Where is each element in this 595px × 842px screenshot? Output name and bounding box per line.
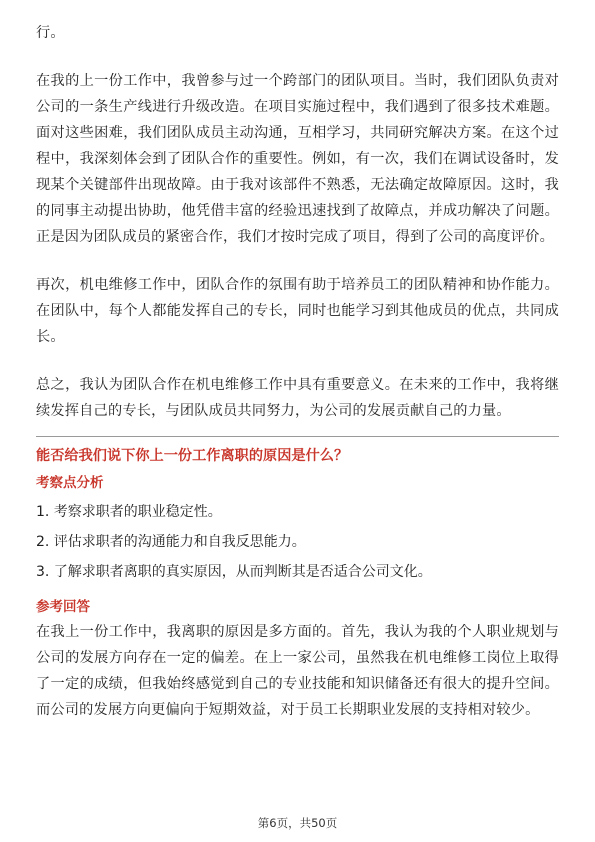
document-page [36,0,559,723]
paragraph-project-experience: 在我的上一份工作中，我曾参与过一个跨部门的团队项目。当时，我们团队负责对公司的一条生产线进行升级改造。在项目实施过程中，我们遇到了很多技术难题。面对这些困难，我们团队成员主动沟通，互相学习，共同研究解决方案。在这个过程中，我深刻体会到了团队合作的重要性。例如，有一次，我们在调试设备时，发现某个关键部件出现故障。由于我对该部件不熟悉，无法确定故障原因。这时，我的同事主动提出协助，他凭借丰富的经验迅速找到了故障点，并成功解决了问题。正是因为团队成员的紧密合作，我们才按时完成了项目，得到了公司的高度评价。 [36,73,559,245]
page-footer: 第6页，共50页 [257,816,338,830]
paragraph-team-spirit: 再次，机电维修工作中，团队合作的氛围有助于培养员工的团队精神和协作能力。在团队中，每个人都能发挥自己的专长，同时也能学习到其他成员的优点，共同成长。 [36,277,559,345]
analysis-heading: 考察点分析 [36,475,104,491]
paragraph-conclusion: 总之，我认为团队合作在机电维修工作中具有重要意义。在未来的工作中，我将继续发挥自己的专长，与团队成员共同努力，为公司的发展贡献自己的力量。 [36,377,559,419]
analysis-item: 2. 评估求职者的沟通能力和自我反思能力。 [36,534,306,550]
continuation-text: 行。 [36,25,65,41]
analysis-item: 1. 考察求职者的职业稳定性。 [36,504,222,520]
analysis-item: 3. 了解求职者离职的真实原因，从而判断其是否适合公司文化。 [36,564,432,580]
answer-text: 在我上一份工作中，我离职的原因是多方面的。首先，我认为我的个人职业规划与公司的发展方向存在一定的偏差。在上一家公司，虽然我在机电维修工岗位上取得了一定的成绩，但我始终感觉到自己的专业技能和知识储备还有很大的提升空间。而公司的发展方向更偏向于短期效益，对于员工长期职业发展的支持相对较少。 [36,624,559,718]
question-title: 能否给我们说下你上一份工作离职的原因是什么？ [36,448,349,464]
answer-heading: 参考回答 [36,599,90,615]
